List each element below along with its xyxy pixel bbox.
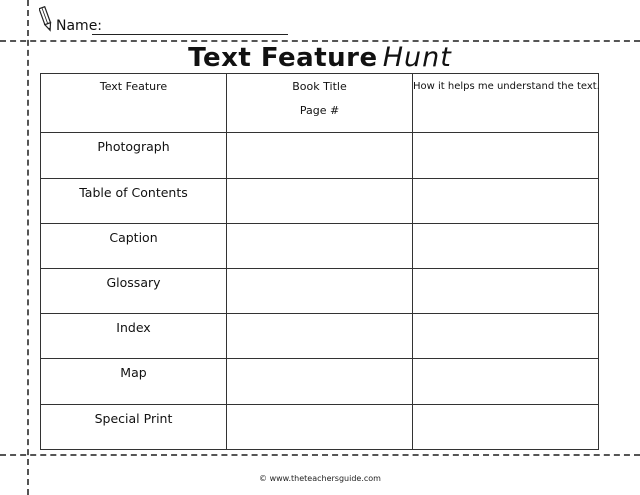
book-title-cell[interactable]	[227, 314, 413, 359]
table-row	[41, 269, 599, 314]
feature-cell: Index	[41, 314, 227, 359]
feature-cell: Glossary	[41, 269, 227, 314]
table-row	[41, 359, 599, 404]
table-row	[41, 133, 599, 178]
table-row	[41, 404, 599, 449]
table-row	[41, 314, 599, 359]
name-write-line[interactable]	[92, 34, 288, 35]
helps-cell[interactable]	[413, 359, 599, 404]
helps-cell[interactable]	[413, 223, 599, 268]
book-title-cell[interactable]	[227, 359, 413, 404]
feature-cell: Photograph	[41, 133, 227, 178]
feature-cell: Caption	[41, 223, 227, 268]
table-row	[41, 178, 599, 223]
header-text-feature-label: Text Feature	[99, 80, 168, 93]
helps-cell[interactable]	[413, 269, 599, 314]
feature-cell: Map	[41, 359, 227, 404]
book-title-cell[interactable]	[227, 133, 413, 178]
book-title-cell[interactable]	[227, 223, 413, 268]
header-book-title	[227, 74, 413, 133]
book-title-cell[interactable]	[227, 404, 413, 449]
book-title-cell[interactable]	[227, 269, 413, 314]
copyright-footer: © www.theteachersguide.com	[259, 474, 381, 483]
header-helps-label: How it helps me understand the text.	[413, 81, 600, 92]
helps-cell[interactable]	[413, 404, 599, 449]
helps-cell[interactable]	[413, 178, 599, 223]
pencil-icon	[39, 6, 53, 32]
header-book-title-label: Book Title	[292, 80, 347, 93]
title-bold-part: Text Feature	[188, 43, 378, 73]
text-feature-table	[40, 73, 599, 450]
table-header-row	[41, 74, 599, 133]
feature-cell: Table of Contents	[41, 178, 227, 223]
header-page-number-label: Page #	[299, 104, 340, 117]
bottom-dashed-border	[0, 454, 640, 456]
name-label: Name:	[56, 18, 103, 34]
helps-cell[interactable]	[413, 314, 599, 359]
header-text-feature	[41, 74, 227, 133]
helps-cell[interactable]	[413, 133, 599, 178]
title-hand-part: Hunt	[382, 42, 452, 73]
header-helps	[413, 74, 599, 133]
table-row	[41, 223, 599, 268]
feature-cell: Special Print	[41, 404, 227, 449]
book-title-cell[interactable]	[227, 178, 413, 223]
